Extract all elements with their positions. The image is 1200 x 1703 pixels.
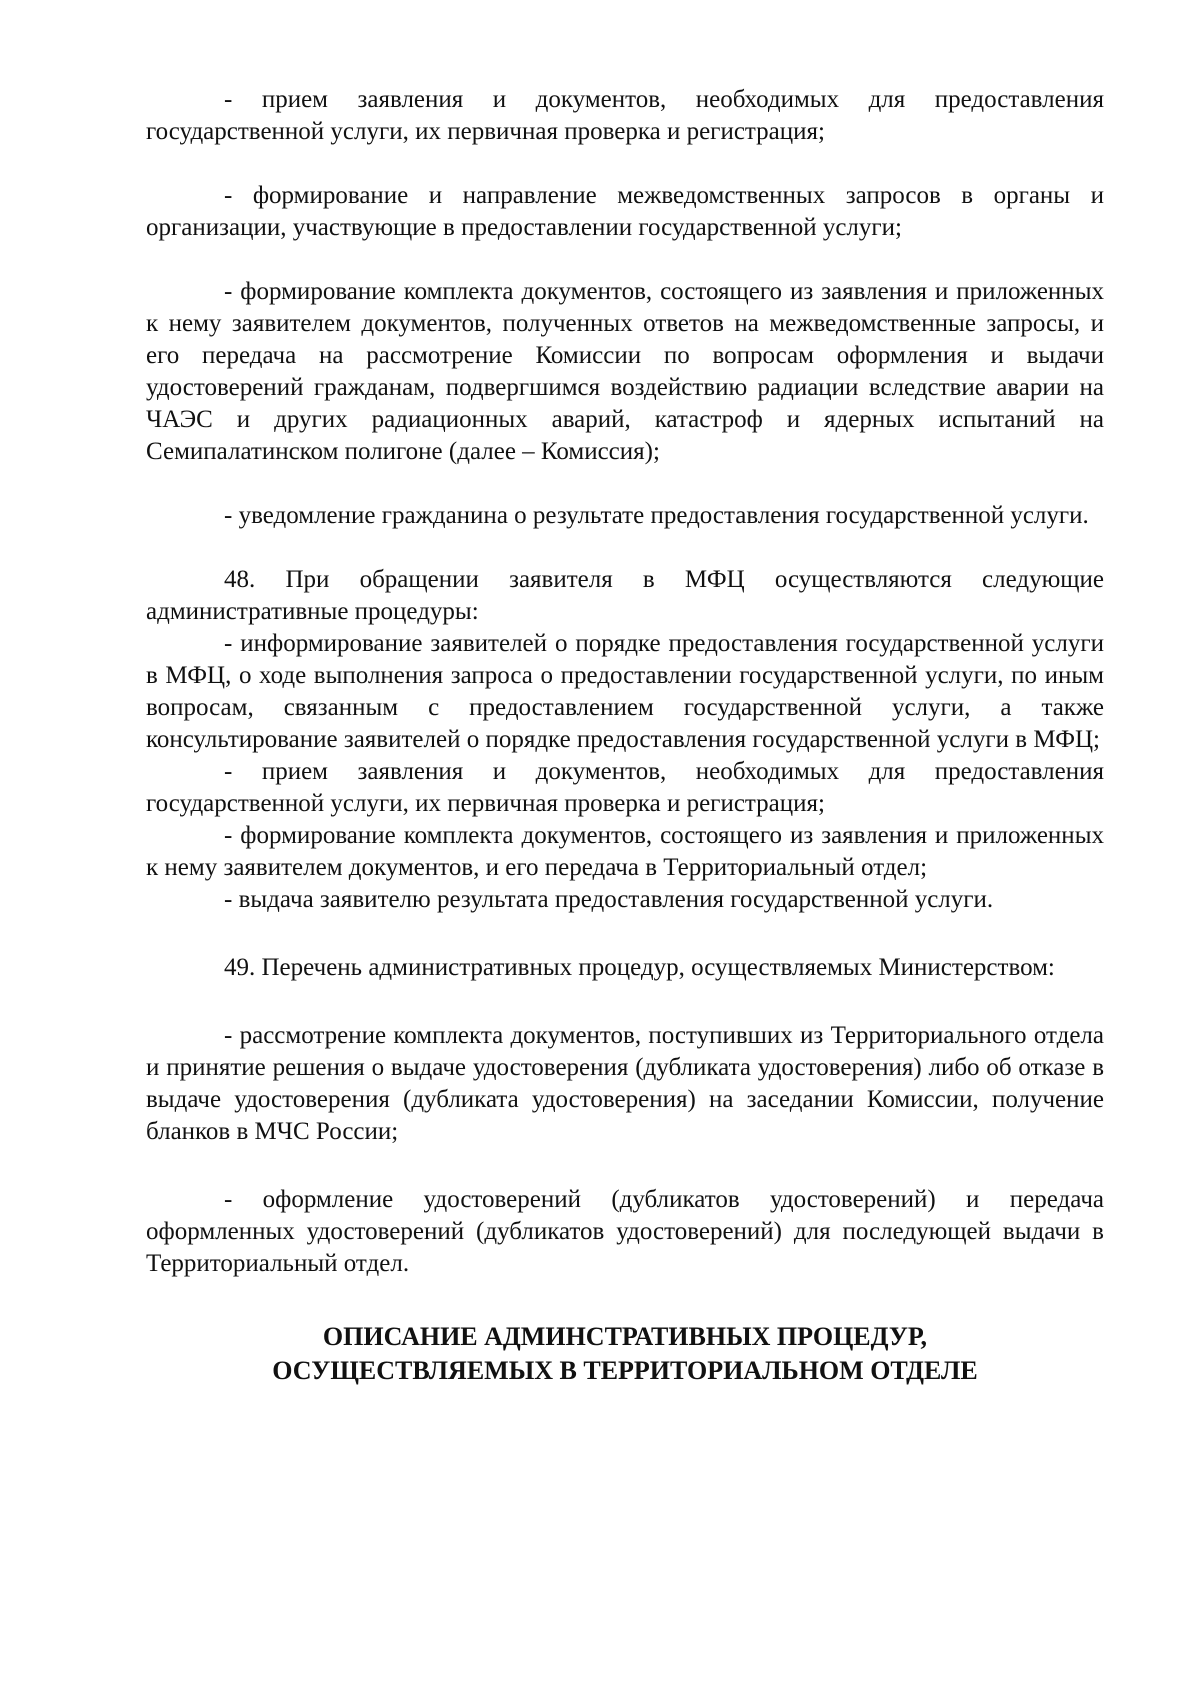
paragraph-mfc-package-transfer: - формирование комплекта документов, состоящего из заявления и приложенных к нему заявителем документов, и его передача в Территориальный отдел; xyxy=(146,822,1104,881)
section-heading-line-2: ОСУЩЕСТВЛЯЕМЫХ В ТЕРРИТОРИАЛЬНОМ ОТДЕЛЕ xyxy=(272,1356,978,1385)
paragraph-mfc-result-issue: - выдача заявителю результата предоставления государственной услуги. xyxy=(224,886,994,913)
paragraph-application-intake: - прием заявления и документов, необходимых для предоставления государственной услуги, их первичная проверка и регистрация; xyxy=(146,86,1104,145)
paragraph-item-48-intro: 48. При обращении заявителя в МФЦ осуществляются следующие административные процедуры: xyxy=(146,566,1104,625)
paragraph-citizen-notification: - уведомление гражданина о результате предоставления государственной услуги. xyxy=(224,502,1089,529)
document-body xyxy=(146,84,1104,1388)
paragraph-mfc-informing: - информирование заявителей о порядке предоставления государственной услуги в МФЦ, о ходе выполнения запроса о предоставлении государственной услуги, по иным вопросам, связанным с предоставлением государственной услуги, а также консультирование заявителей о порядке предоставления государственной услуги в МФЦ; xyxy=(146,630,1104,753)
paragraph-document-package-commission: - формирование комплекта документов, состоящего из заявления и приложенных к нему заявителем документов, полученных ответов на межведомственные запросы, и его передача на рассмотрение Комиссии по вопросам оформления и выдачи удостоверений гражданам, подвергшимся воздействию радиации вследствие аварии на ЧАЭС и других радиационных аварий, катастроф и ядерных испытаний на Семипалатинском полигоне (далее – Комиссия); xyxy=(146,278,1104,465)
paragraph-interagency-requests: - формирование и направление межведомственных запросов в органы и организации, участвующие в предоставлении государственной услуги; xyxy=(146,182,1104,241)
paragraph-ministry-issuance: - оформление удостоверений (дубликатов удостоверений) и передача оформленных удостоверений (дубликатов удостоверений) для последующей выдачи в Территориальный отдел. xyxy=(146,1186,1104,1277)
paragraph-ministry-review: - рассмотрение комплекта документов, поступивших из Территориального отдела и принятие решения о выдаче удостоверения (дубликата удостоверения) либо об отказе в выдаче удостоверения (дубликата удостоверения) на заседании Комиссии, получение бланков в МЧС России; xyxy=(146,1022,1104,1145)
section-heading-line-1: ОПИСАНИЕ АДМИНСТРАТИВНЫХ ПРОЦЕДУР, xyxy=(322,1322,928,1351)
paragraph-mfc-intake: - прием заявления и документов, необходимых для предоставления государственной услуги, их первичная проверка и регистрация; xyxy=(146,758,1104,817)
paragraph-item-49-intro: 49. Перечень административных процедур, осуществляемых Министерством: xyxy=(224,954,1055,981)
section-heading xyxy=(146,1320,1104,1388)
